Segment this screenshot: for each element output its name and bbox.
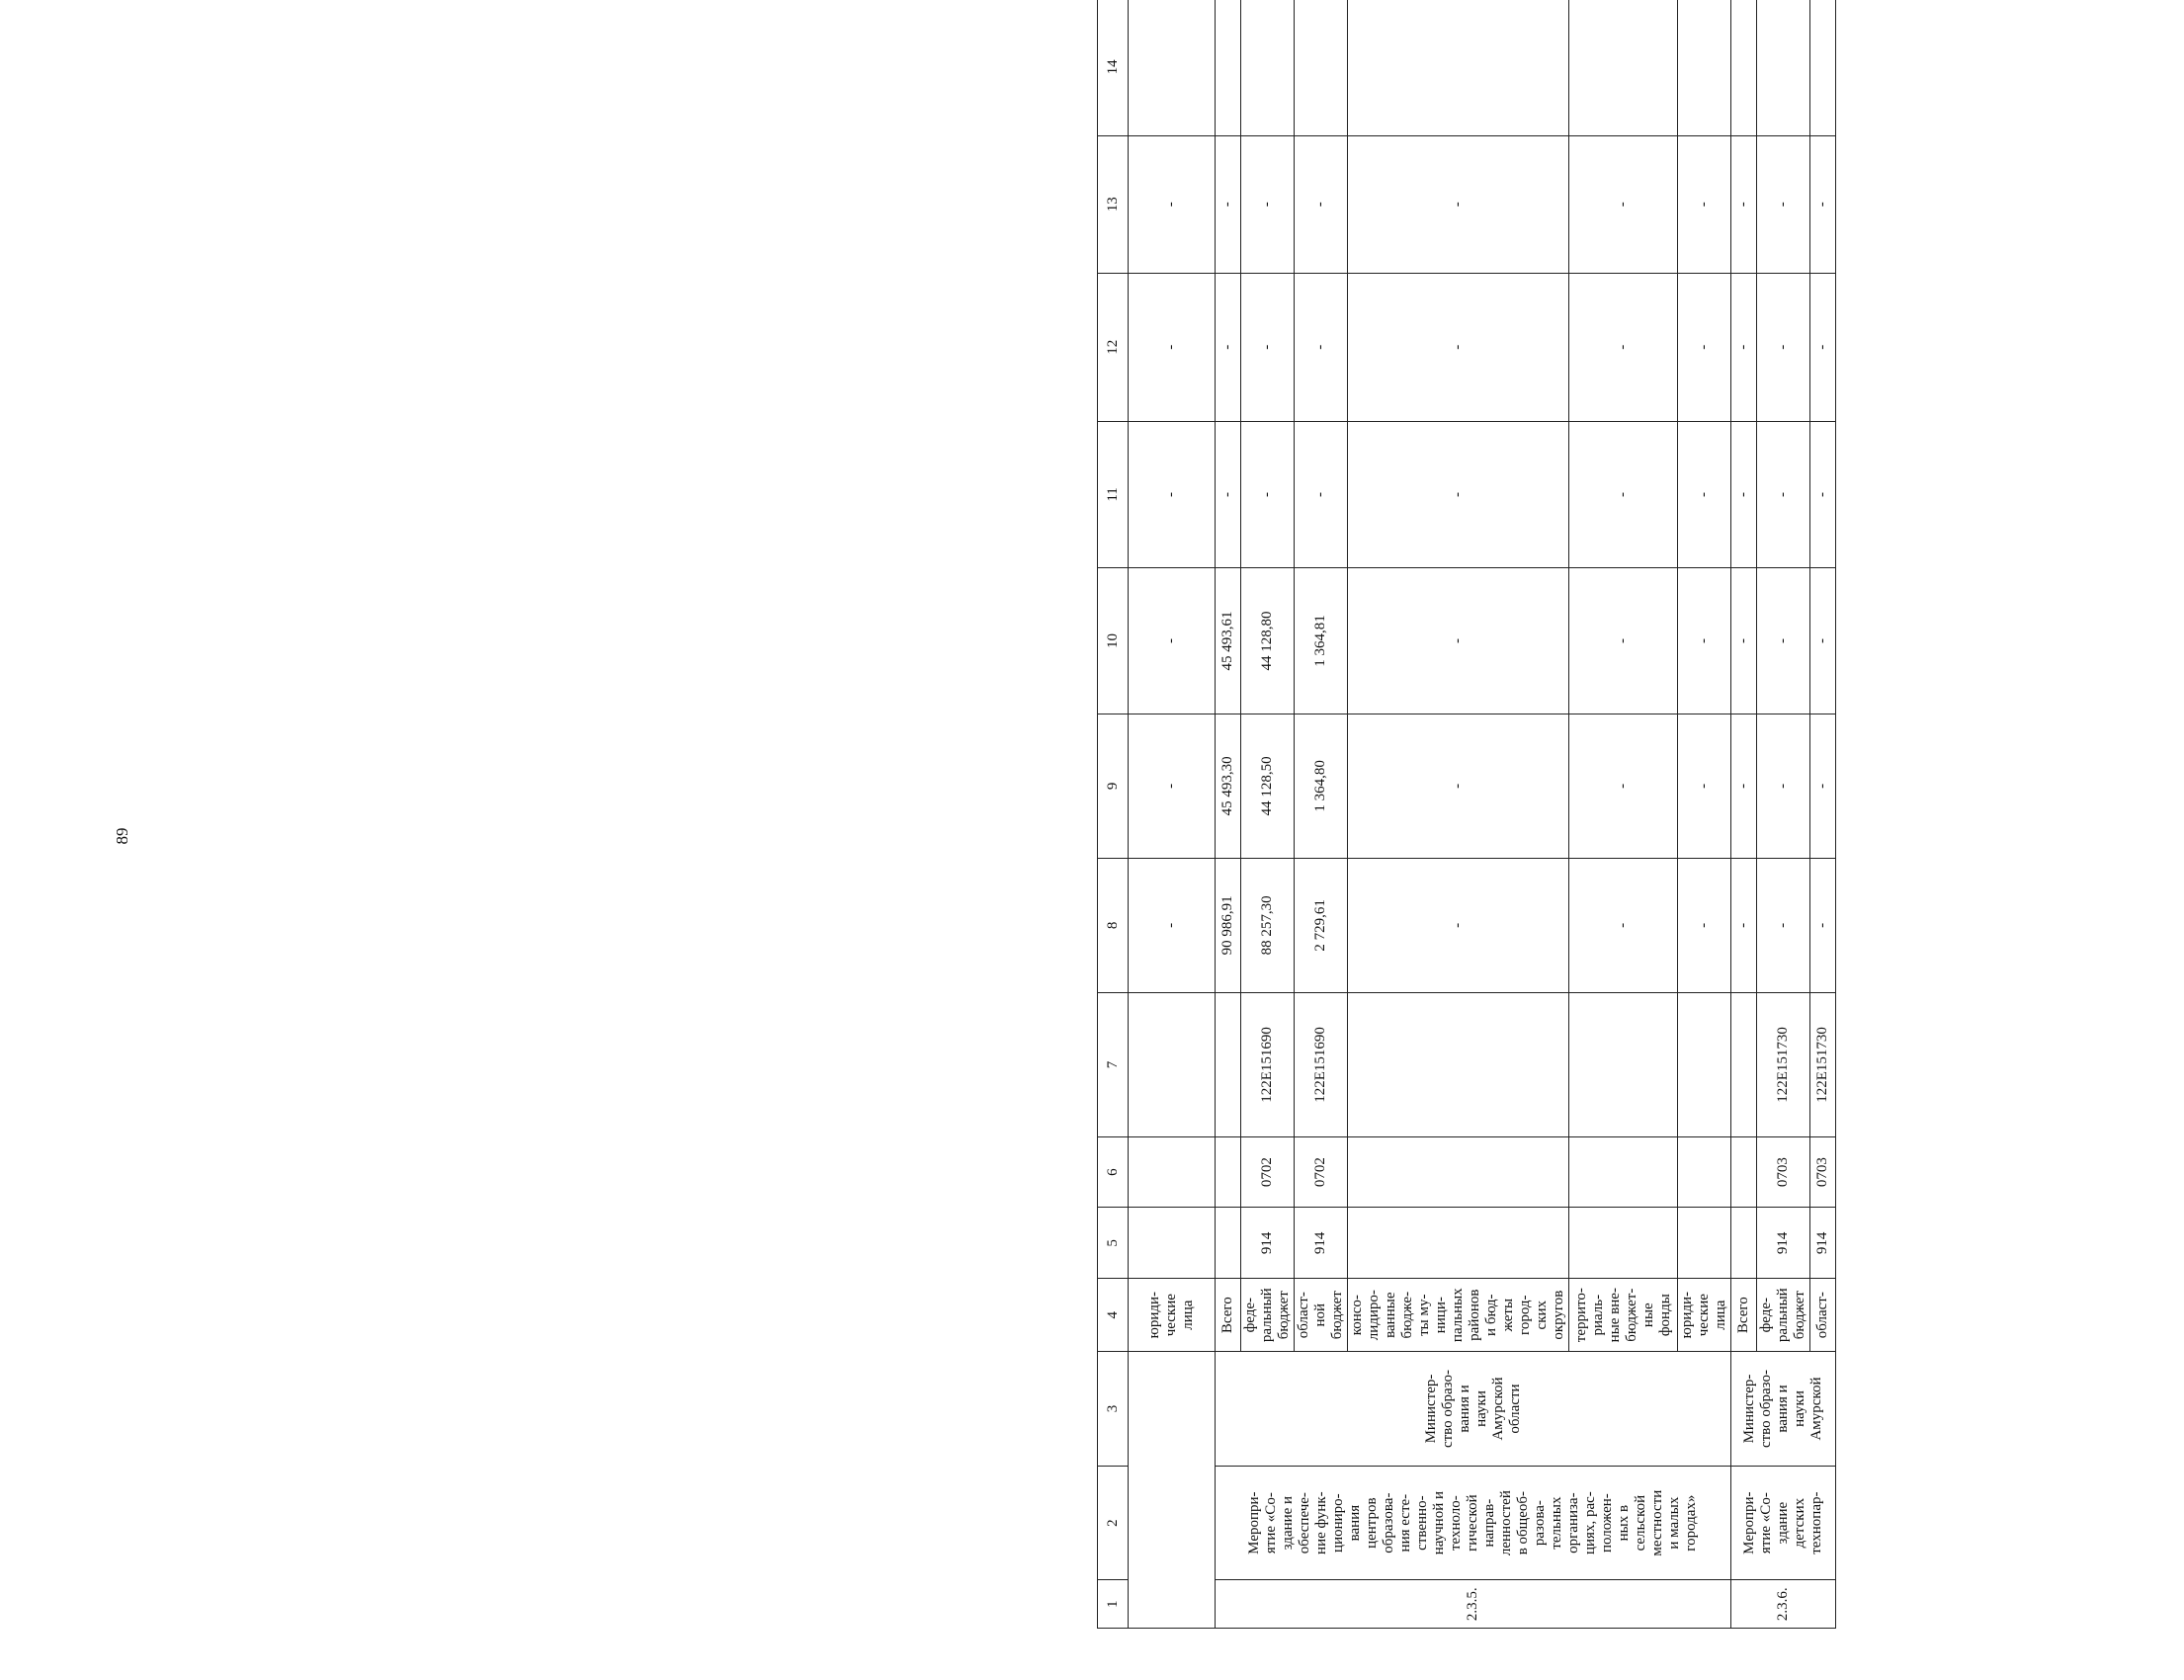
column-number-8: 8: [1098, 858, 1129, 992]
value-c13: -: [1348, 135, 1569, 273]
value-c7: [1731, 993, 1757, 1137]
value-c5: [1678, 1208, 1731, 1279]
value-c6: [1216, 1136, 1241, 1208]
value-c6: 0703: [1810, 1136, 1836, 1208]
value-c14: [1757, 0, 1810, 135]
value-c12: -: [1810, 273, 1836, 421]
value-c11: -: [1810, 421, 1836, 567]
value-c11: -: [1241, 421, 1295, 567]
value-c6: [1731, 1136, 1757, 1208]
funding-source: област-: [1810, 1279, 1836, 1352]
blank-cell: [1129, 1352, 1216, 1629]
value-c8: 88 257,30: [1241, 858, 1295, 992]
column-number-7: 7: [1098, 993, 1129, 1137]
value-c7: 122Е151690: [1241, 993, 1295, 1137]
value-c10: -: [1810, 567, 1836, 714]
value-c14: [1569, 0, 1678, 135]
value-c14: [1678, 0, 1731, 135]
value-c8: -: [1569, 858, 1678, 992]
value-c7: [1348, 993, 1569, 1137]
value-c5: [1731, 1208, 1757, 1279]
column-number-3: 3: [1098, 1352, 1129, 1467]
value-c13: -: [1731, 135, 1757, 273]
value-c13: -: [1295, 135, 1348, 273]
value-c12: -: [1216, 273, 1241, 421]
value-c7: [1678, 993, 1731, 1137]
value-c11: -: [1678, 421, 1731, 567]
value-c8: -: [1678, 858, 1731, 992]
value-c9: -: [1810, 714, 1836, 858]
column-number-9: 9: [1098, 714, 1129, 858]
funding-source: Всего: [1731, 1279, 1757, 1352]
value-c12: -: [1757, 273, 1810, 421]
funding-source: консо- лидиро- ванные бюдже- ты му- ници- пальных районов и бюд- жеты город- ских округов: [1348, 1279, 1569, 1352]
value-c10: -: [1678, 567, 1731, 714]
value-c9: -: [1129, 714, 1216, 858]
column-number-11: 11: [1098, 421, 1129, 567]
table-row: [1731, 0, 1757, 1629]
value-c12: -: [1569, 273, 1678, 421]
value-c14: [1731, 0, 1757, 135]
item-responsible: Министер- ство образо- вания и науки Амурской области: [1216, 1352, 1731, 1467]
table-row: [1129, 0, 1216, 1629]
value-c6: 0703: [1757, 1136, 1810, 1208]
value-c13: -: [1569, 135, 1678, 273]
column-number-12: 12: [1098, 273, 1129, 421]
value-c14: [1348, 0, 1569, 135]
value-c9: -: [1757, 714, 1810, 858]
value-c9: 1 364,80: [1295, 714, 1348, 858]
value-c7: 122Е151690: [1295, 993, 1348, 1137]
value-c5: 914: [1241, 1208, 1295, 1279]
value-c6: 0702: [1241, 1136, 1295, 1208]
value-c12: -: [1348, 273, 1569, 421]
value-c9: -: [1678, 714, 1731, 858]
page-number: 89: [113, 827, 131, 845]
rotated-page: [1097, 0, 2184, 1629]
value-c8: -: [1810, 858, 1836, 992]
item-title: Меропри- ятие «Со- здание детских технопар-: [1731, 1466, 1836, 1580]
value-c13: -: [1216, 135, 1241, 273]
funding-source: юриди- ческие лица: [1129, 1279, 1216, 1352]
value-c5: [1129, 1208, 1216, 1279]
value-c10: -: [1569, 567, 1678, 714]
value-c10: 1 364,81: [1295, 567, 1348, 714]
value-c5: [1569, 1208, 1678, 1279]
funding-source: террито- риаль- ные вне- бюджет- ные фонды: [1569, 1279, 1678, 1352]
value-c7: 122Е151730: [1757, 993, 1810, 1137]
value-c5: [1216, 1208, 1241, 1279]
value-c8: -: [1129, 858, 1216, 992]
value-c10: -: [1129, 567, 1216, 714]
item-number: 2.3.5.: [1216, 1580, 1731, 1629]
value-c10: -: [1731, 567, 1757, 714]
value-c13: -: [1241, 135, 1295, 273]
value-c5: [1348, 1208, 1569, 1279]
value-c14: [1129, 0, 1216, 135]
value-c5: 914: [1295, 1208, 1348, 1279]
value-c9: 45 493,30: [1216, 714, 1241, 858]
value-c11: -: [1295, 421, 1348, 567]
value-c13: -: [1810, 135, 1836, 273]
value-c14: [1295, 0, 1348, 135]
column-number-13: 13: [1098, 135, 1129, 273]
column-number-4: 4: [1098, 1279, 1129, 1352]
value-c6: [1348, 1136, 1569, 1208]
column-number-6: 6: [1098, 1136, 1129, 1208]
item-number: 2.3.6.: [1731, 1580, 1836, 1629]
value-c9: -: [1569, 714, 1678, 858]
value-c9: 44 128,50: [1241, 714, 1295, 858]
value-c11: -: [1757, 421, 1810, 567]
value-c8: 90 986,91: [1216, 858, 1241, 992]
value-c6: [1129, 1136, 1216, 1208]
value-c10: -: [1348, 567, 1569, 714]
value-c14: [1216, 0, 1241, 135]
value-c13: -: [1757, 135, 1810, 273]
value-c11: -: [1569, 421, 1678, 567]
item-title: Меропри- ятие «Со- здание и обеспече- ние функ- циониро- вания центров образова- ния есте- ственно- научной и техноло- гической направ- ленностей в общеоб- разова- тельных организа- циях, рас- положен- ных в сельской местности и малых городах»: [1216, 1466, 1731, 1580]
column-number-14: 14: [1098, 0, 1129, 135]
column-number-2: 2: [1098, 1466, 1129, 1580]
value-c9: -: [1731, 714, 1757, 858]
value-c5: 914: [1757, 1208, 1810, 1279]
value-c8: 2 729,61: [1295, 858, 1348, 992]
funding-source: феде- ральный бюджет: [1241, 1279, 1295, 1352]
column-number-row: [1098, 0, 1129, 1629]
value-c11: -: [1216, 421, 1241, 567]
value-c12: -: [1678, 273, 1731, 421]
funding-source: област- ной бюджет: [1295, 1279, 1348, 1352]
value-c13: -: [1129, 135, 1216, 273]
value-c12: -: [1129, 273, 1216, 421]
budget-table: [1097, 0, 1836, 1629]
item-responsible: Министер- ство образо- вания и науки Амурской: [1731, 1352, 1836, 1467]
value-c8: -: [1348, 858, 1569, 992]
value-c11: -: [1348, 421, 1569, 567]
value-c8: -: [1731, 858, 1757, 992]
value-c6: [1569, 1136, 1678, 1208]
column-number-1: 1: [1098, 1580, 1129, 1629]
column-number-10: 10: [1098, 567, 1129, 714]
value-c11: -: [1731, 421, 1757, 567]
value-c7: [1129, 993, 1216, 1137]
funding-source: Всего: [1216, 1279, 1241, 1352]
column-number-5: 5: [1098, 1208, 1129, 1279]
value-c13: -: [1678, 135, 1731, 273]
value-c12: -: [1295, 273, 1348, 421]
value-c14: [1810, 0, 1836, 135]
value-c14: [1241, 0, 1295, 135]
value-c8: -: [1757, 858, 1810, 992]
value-c7: [1216, 993, 1241, 1137]
value-c10: -: [1757, 567, 1810, 714]
funding-source: феде- ральный бюджет: [1757, 1279, 1810, 1352]
value-c10: 44 128,80: [1241, 567, 1295, 714]
value-c11: -: [1129, 421, 1216, 567]
value-c10: 45 493,61: [1216, 567, 1241, 714]
value-c9: -: [1348, 714, 1569, 858]
funding-source: юриди- ческие лица: [1678, 1279, 1731, 1352]
value-c6: [1678, 1136, 1731, 1208]
value-c12: -: [1241, 273, 1295, 421]
value-c12: -: [1731, 273, 1757, 421]
value-c7: [1569, 993, 1678, 1137]
value-c5: 914: [1810, 1208, 1836, 1279]
value-c7: 122Е151730: [1810, 993, 1836, 1137]
table-row: [1216, 0, 1241, 1629]
value-c6: 0702: [1295, 1136, 1348, 1208]
